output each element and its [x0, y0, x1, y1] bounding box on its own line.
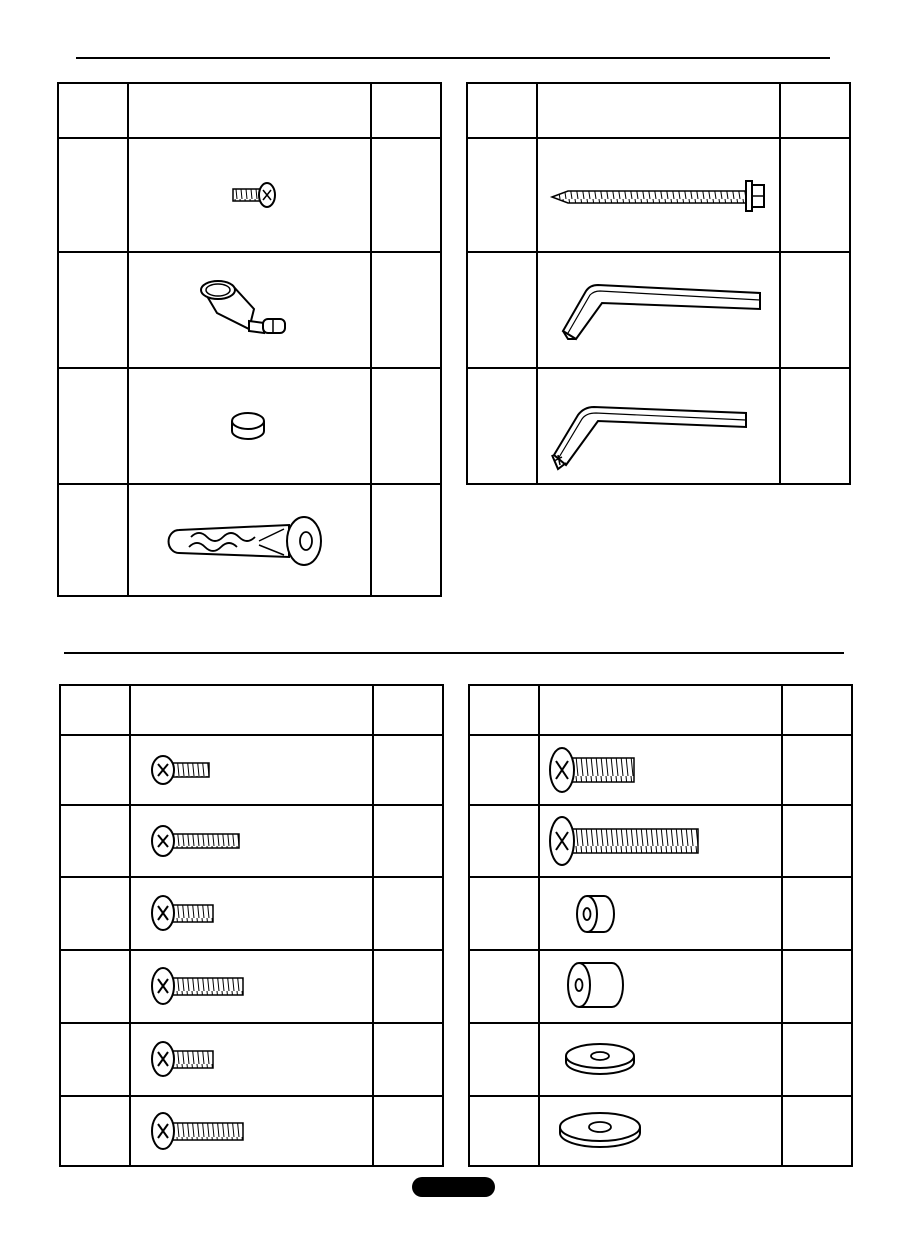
- part-qty: [780, 138, 850, 252]
- table-row: [60, 805, 443, 877]
- header-part: [539, 685, 782, 735]
- part-id: [60, 950, 130, 1023]
- part-illustration: [128, 484, 371, 596]
- part-illustration: [537, 252, 780, 368]
- table-header-row: [60, 685, 443, 735]
- part-qty: [373, 877, 443, 950]
- part-illustration: [130, 1023, 373, 1096]
- part-id: [58, 368, 128, 484]
- screw-medium-short-icon: [131, 878, 372, 949]
- hex-key-icon: [538, 253, 779, 367]
- part-id: [60, 1023, 130, 1096]
- part-qty: [782, 805, 852, 877]
- part-id: [467, 368, 537, 484]
- part-illustration: [128, 368, 371, 484]
- part-qty: [373, 950, 443, 1023]
- header-qty: [782, 685, 852, 735]
- header-qty: [373, 685, 443, 735]
- table-row: [58, 252, 441, 368]
- screw-short-icon: [131, 736, 372, 804]
- screw-long-icon: [131, 806, 372, 876]
- header-part: [537, 83, 780, 138]
- header-qty: [371, 83, 441, 138]
- spacer-large-icon: [540, 951, 781, 1022]
- part-id: [60, 735, 130, 805]
- part-illustration: [128, 138, 371, 252]
- part-illustration: [130, 805, 373, 877]
- part-qty: [782, 1096, 852, 1166]
- part-id: [469, 805, 539, 877]
- part-illustration: [539, 950, 782, 1023]
- screw-medium-long-icon: [131, 1097, 372, 1165]
- part-illustration: [130, 735, 373, 805]
- screw-medium-short-icon: [131, 1024, 372, 1095]
- lag-bolt-icon: [538, 139, 779, 251]
- wall-anchor-icon: [129, 485, 370, 595]
- table-row: [469, 805, 852, 877]
- header-id: [469, 685, 539, 735]
- part-illustration: [130, 1096, 373, 1166]
- table-row: [469, 950, 852, 1023]
- table-row: [467, 368, 850, 484]
- header-id: [60, 685, 130, 735]
- part-qty: [780, 252, 850, 368]
- table-header-row: [58, 83, 441, 138]
- header-qty: [780, 83, 850, 138]
- part-id: [60, 877, 130, 950]
- table-row: [60, 1096, 443, 1166]
- washer-large-icon: [540, 1097, 781, 1165]
- screw-medium-long-icon: [131, 951, 372, 1022]
- part-qty: [371, 252, 441, 368]
- part-illustration: [539, 877, 782, 950]
- table-row: [467, 252, 850, 368]
- part-qty: [782, 950, 852, 1023]
- table-row: [467, 138, 850, 252]
- part-id: [60, 1096, 130, 1166]
- part-id: [58, 484, 128, 596]
- part-id: [469, 877, 539, 950]
- part-id: [58, 138, 128, 252]
- table-header-row: [467, 83, 850, 138]
- section-rule-top: [76, 57, 830, 59]
- part-qty: [373, 1023, 443, 1096]
- table-row: [469, 735, 852, 805]
- part-qty: [780, 368, 850, 484]
- header-id: [467, 83, 537, 138]
- parts-table-lower-right: [468, 684, 853, 1167]
- table-row: [60, 735, 443, 805]
- part-illustration: [539, 805, 782, 877]
- spacer-small-icon: [540, 878, 781, 949]
- part-qty: [371, 138, 441, 252]
- part-id: [469, 735, 539, 805]
- table-row: [58, 138, 441, 252]
- part-id: [469, 1096, 539, 1166]
- washer-small-icon: [540, 1024, 781, 1095]
- part-id: [58, 252, 128, 368]
- part-qty: [373, 735, 443, 805]
- table-header-row: [469, 685, 852, 735]
- header-part: [128, 83, 371, 138]
- small-machine-screw-icon: [129, 139, 370, 251]
- part-illustration: [537, 368, 780, 484]
- screw-large-short-icon: [540, 736, 781, 804]
- part-qty: [782, 877, 852, 950]
- table-row: [58, 484, 441, 596]
- part-illustration: [130, 950, 373, 1023]
- screw-large-long-icon: [540, 806, 781, 876]
- part-id: [467, 138, 537, 252]
- parts-table-lower-left: [59, 684, 444, 1167]
- part-id: [469, 1023, 539, 1096]
- part-qty: [371, 484, 441, 596]
- cam-lock-connector-icon: [129, 253, 370, 367]
- table-row: [469, 1023, 852, 1096]
- table-row: [469, 877, 852, 950]
- part-illustration: [539, 735, 782, 805]
- part-id: [467, 252, 537, 368]
- table-row: [60, 950, 443, 1023]
- part-id: [469, 950, 539, 1023]
- part-qty: [373, 805, 443, 877]
- table-row: [60, 877, 443, 950]
- part-illustration: [128, 252, 371, 368]
- page-number-badge: [412, 1177, 495, 1197]
- table-row: [58, 368, 441, 484]
- part-qty: [782, 735, 852, 805]
- part-illustration: [130, 877, 373, 950]
- cover-cap-icon: [129, 369, 370, 483]
- table-row: [60, 1023, 443, 1096]
- part-qty: [373, 1096, 443, 1166]
- part-qty: [782, 1023, 852, 1096]
- part-illustration: [537, 138, 780, 252]
- phillips-key-icon: [538, 369, 779, 483]
- parts-table-upper-left: [57, 82, 442, 597]
- header-id: [58, 83, 128, 138]
- part-qty: [371, 368, 441, 484]
- parts-table-upper-right: [466, 82, 851, 485]
- part-illustration: [539, 1023, 782, 1096]
- part-illustration: [539, 1096, 782, 1166]
- table-row: [469, 1096, 852, 1166]
- part-id: [60, 805, 130, 877]
- section-rule-middle: [64, 652, 844, 654]
- header-part: [130, 685, 373, 735]
